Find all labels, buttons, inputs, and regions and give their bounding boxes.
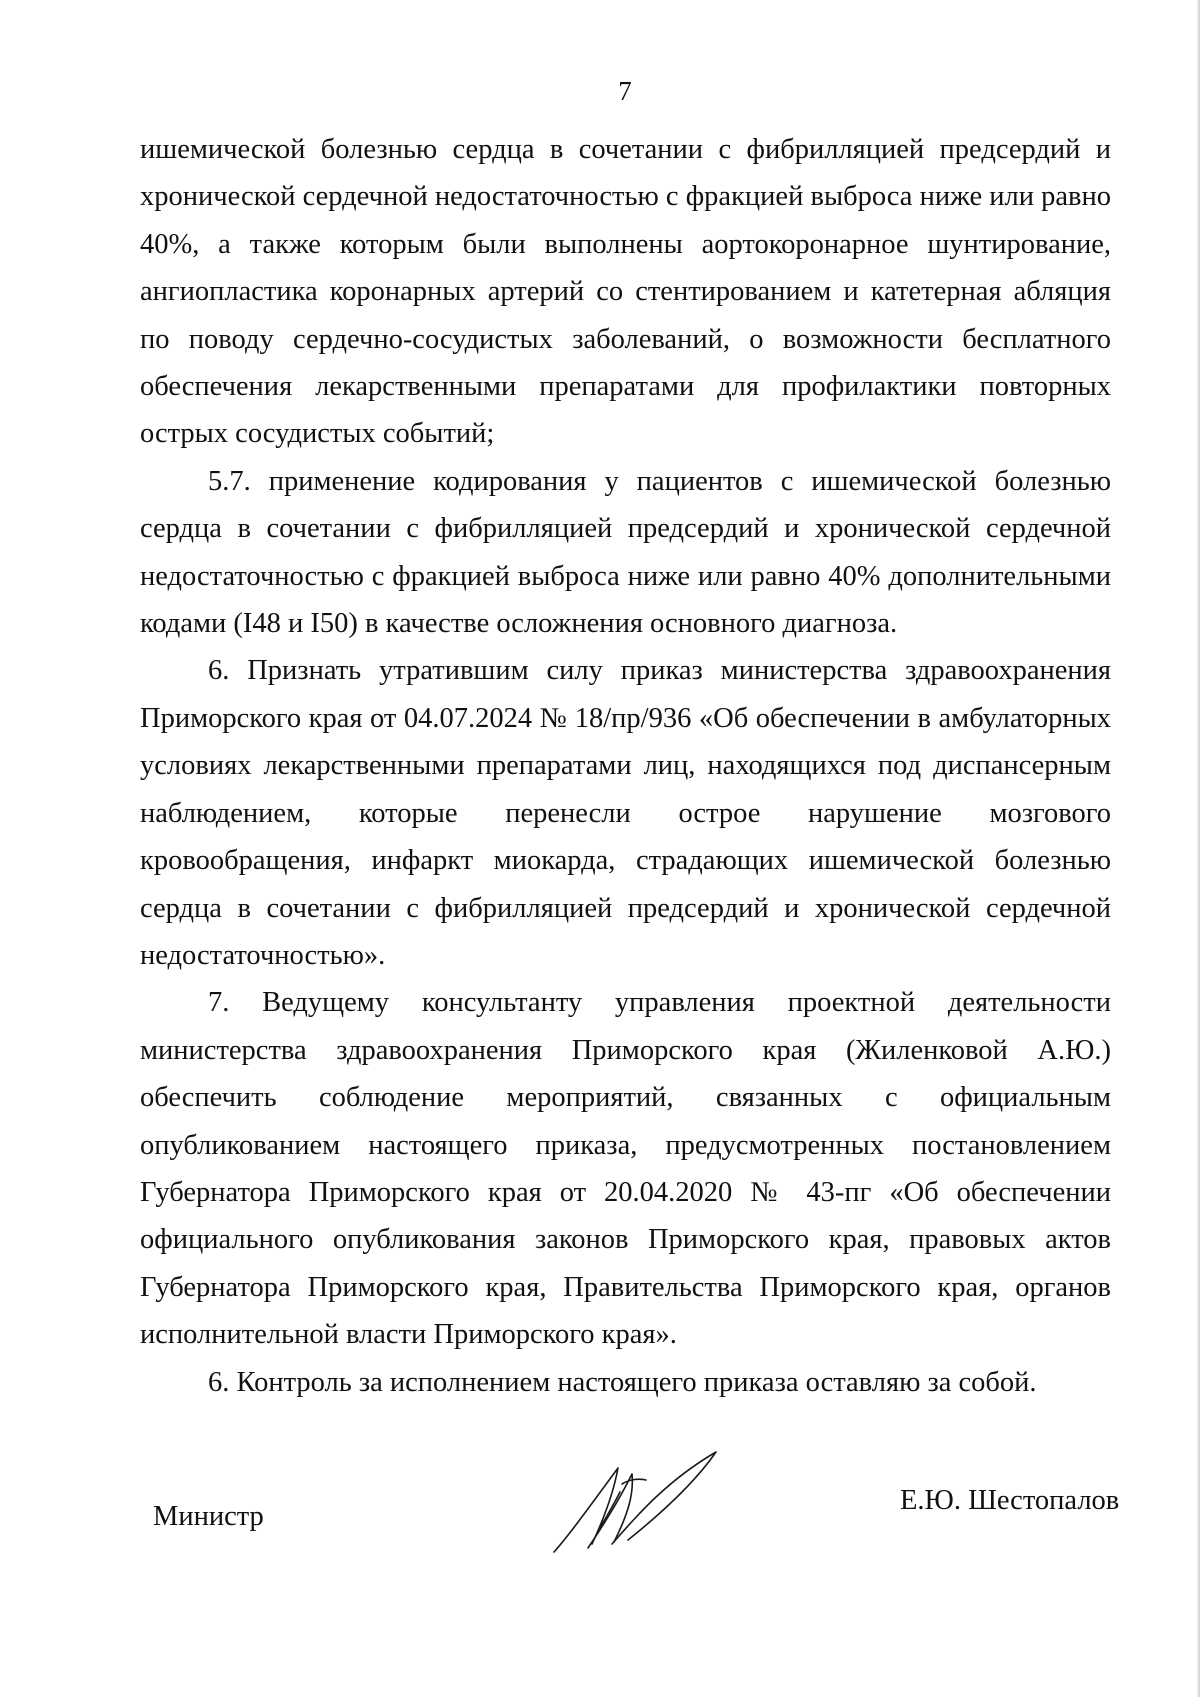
paragraph-item-6-repeal: 6. Признать утратившим силу приказ министерства здравоохранения Приморского края от 04.07.2024 № 18/пр/936 «Об обеспечении в амбулаторных условиях лекарственными препаратами лиц, находящихся под диспансерным наблюдением, которые перенесли острое нарушение мозгового кровообращения, инфаркт миокарда, страдающих ишемической болезнью сердца в сочетании с фибрилляцией предсердий и хронической сердечной недостаточностью». [140, 655, 1111, 971]
paragraph-control: 6. Контроль за исполнением настоящего приказа оставляю за собой. [208, 1366, 1037, 1398]
signatory-title: Министр [153, 1501, 264, 1532]
page-number: 7 [618, 76, 632, 106]
paragraph-item-7-publication: 7. Ведущему консультанту управления проектной деятельности министерства здравоохранения Приморского края (Жиленковой А.Ю.) обеспечить соблюдение мероприятий, связанных с официальным опубликованием настоящего приказа, предусмотренных постановлением Губернатора Приморского края от 20.04.2020 № 43-пг «Об обеспечении официального опубликования законов Приморского края, правовых актов Губернатора Приморского края, Правительства Приморского края, органов исполнительной власти Приморского края». [140, 987, 1111, 1351]
signatory-name: Е.Ю. Шестопалов [900, 1485, 1120, 1516]
handwritten-signature-icon [548, 1444, 728, 1556]
document-body [140, 126, 1111, 1406]
paragraph-continuation: ишемической болезнью сердца в сочетании с фибрилляцией предсердий и хронической сердечной недостаточностью с фракцией выброса ниже или равно 40%, а также которым были выполнены аортокоронарное шунтирование, ангиопластика коронарных артерий со стентированием и катетерная абляция по поводу сердечно-сосудистых заболеваний, о возможности бесплатного обеспечения лекарственными препаратами для профилактики повторных острых сосудистых событий; [140, 134, 1111, 450]
paragraph-item-5-7: 5.7. применение кодирования у пациентов с ишемической болезнью сердца в сочетании с фибрилляцией предсердий и хронической сердечной недостаточностью с фракцией выброса ниже или равно 40% дополнительными кодами (I48 и I50) в качестве осложнения основного диагноза. [140, 465, 1111, 640]
